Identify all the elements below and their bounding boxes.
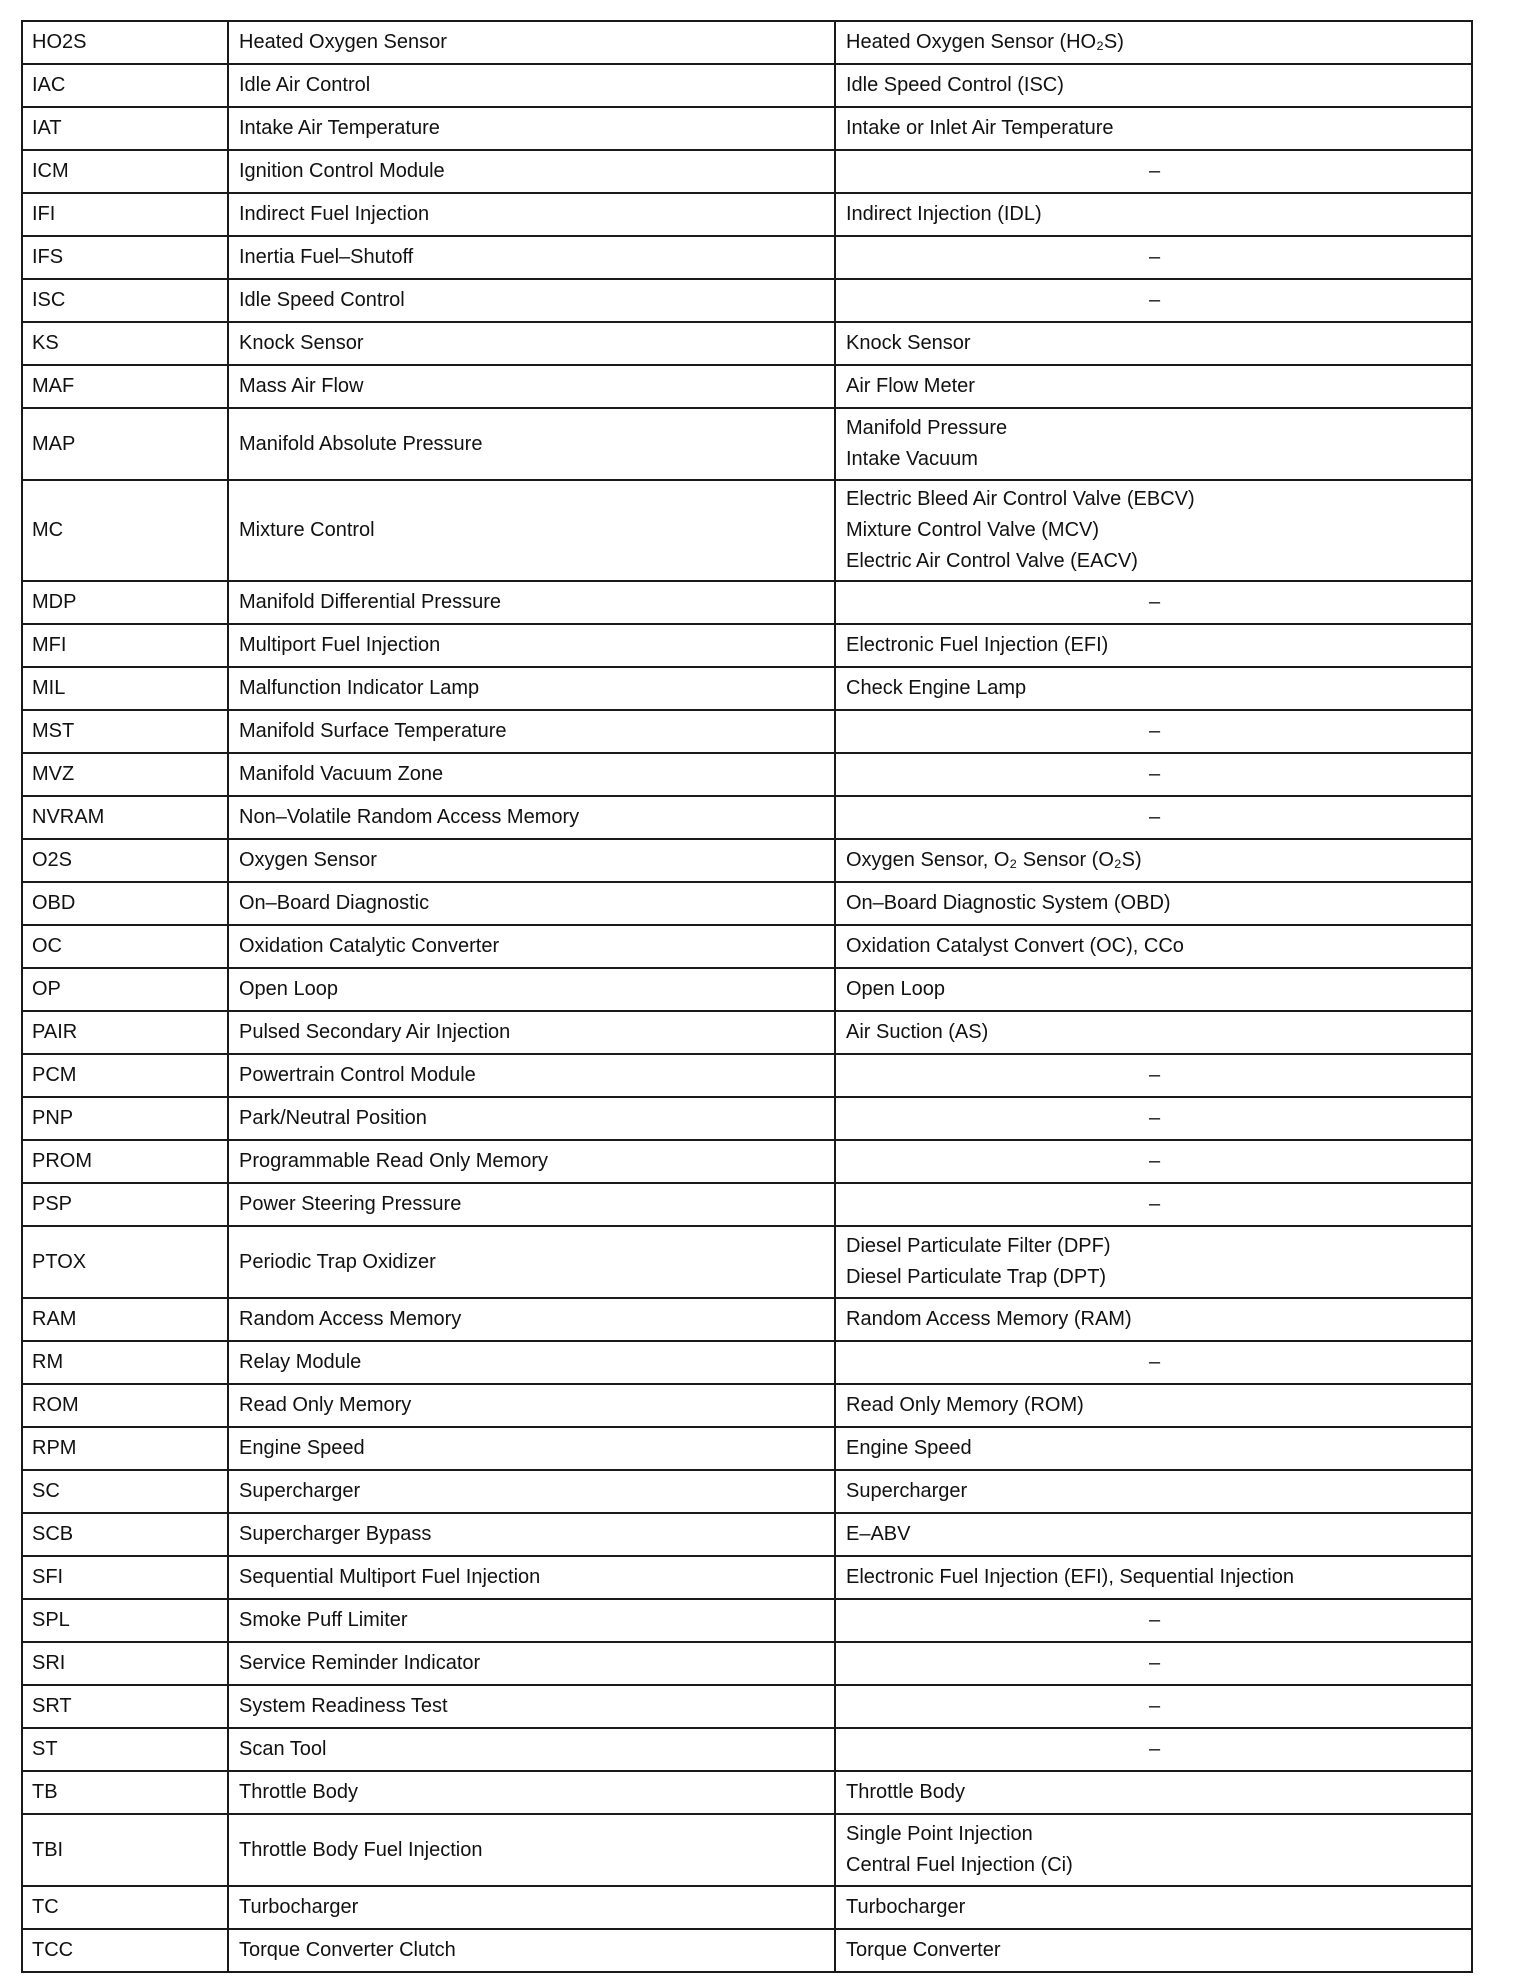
table-row — [22, 710, 1472, 753]
equivalent-cell — [835, 581, 1472, 624]
equivalent-line: Torque Converter — [846, 1939, 1001, 1961]
term-cell: Indirect Fuel Injection — [228, 193, 835, 236]
term-cell: Oxidation Catalytic Converter — [228, 925, 835, 968]
equivalent-line: – — [1148, 1064, 1161, 1086]
table-row — [22, 1097, 1472, 1140]
acronym-cell: MVZ — [22, 753, 228, 796]
acronym-cell: ROM — [22, 1384, 228, 1427]
equivalent-cell — [835, 1599, 1472, 1642]
term-cell: Inertia Fuel–Shutoff — [228, 236, 835, 279]
equivalent-line: Engine Speed — [846, 1437, 972, 1459]
table-row — [22, 21, 1472, 64]
term-cell: Mass Air Flow — [228, 365, 835, 408]
acronym-cell: RM — [22, 1341, 228, 1384]
term-cell: Manifold Absolute Pressure — [228, 408, 835, 480]
equivalent-cell — [835, 796, 1472, 839]
equivalent-line: Knock Sensor — [846, 332, 971, 354]
equivalent-line: Mixture Control Valve (MCV) — [846, 519, 1100, 541]
acronym-cell: OBD — [22, 882, 228, 925]
table-row — [22, 925, 1472, 968]
term-cell: Open Loop — [228, 968, 835, 1011]
acronym-cell: ISC — [22, 279, 228, 322]
equivalent-line: Diesel Particulate Filter (DPF) — [846, 1235, 1111, 1257]
term-cell: Programmable Read Only Memory — [228, 1140, 835, 1183]
equivalent-line: – — [1148, 1609, 1161, 1631]
term-cell: Malfunction Indicator Lamp — [228, 667, 835, 710]
term-cell: Relay Module — [228, 1341, 835, 1384]
term-cell: Idle Air Control — [228, 64, 835, 107]
equivalent-line: Read Only Memory (ROM) — [846, 1394, 1084, 1416]
equivalent-line: – — [1148, 246, 1161, 268]
equivalent-line: Electric Air Control Valve (EACV) — [846, 550, 1138, 572]
table-row — [22, 882, 1472, 925]
equivalent-line: – — [1148, 1652, 1161, 1674]
term-cell: Random Access Memory — [228, 1298, 835, 1341]
equivalent-cell — [835, 1886, 1472, 1929]
equivalent-line: – — [1148, 1738, 1161, 1760]
acronym-cell: MFI — [22, 624, 228, 667]
acronym-cell: SPL — [22, 1599, 228, 1642]
equivalent-line: Manifold Pressure — [846, 417, 1008, 439]
acronym-cell: ICM — [22, 150, 228, 193]
term-cell: Oxygen Sensor — [228, 839, 835, 882]
equivalent-line: Supercharger — [846, 1480, 968, 1502]
term-cell: System Readiness Test — [228, 1685, 835, 1728]
term-cell: Multiport Fuel Injection — [228, 624, 835, 667]
table-row — [22, 1513, 1472, 1556]
acronym-cell: IFS — [22, 236, 228, 279]
term-cell: Power Steering Pressure — [228, 1183, 835, 1226]
equivalent-cell — [835, 1341, 1472, 1384]
equivalent-cell — [835, 1384, 1472, 1427]
table-row — [22, 796, 1472, 839]
acronym-cell: SFI — [22, 1556, 228, 1599]
equivalent-cell — [835, 193, 1472, 236]
abbreviation-table-body — [22, 21, 1472, 1972]
acronym-cell: RAM — [22, 1298, 228, 1341]
equivalent-line: Idle Speed Control (ISC) — [846, 74, 1064, 96]
acronym-cell: HO2S — [22, 21, 228, 64]
acronym-cell: OP — [22, 968, 228, 1011]
acronym-cell: IFI — [22, 193, 228, 236]
equivalent-line: Diesel Particulate Trap (DPT) — [846, 1266, 1107, 1288]
acronym-cell: PNP — [22, 1097, 228, 1140]
term-cell: Manifold Surface Temperature — [228, 710, 835, 753]
table-row — [22, 279, 1472, 322]
table-row — [22, 1685, 1472, 1728]
acronym-cell: MC — [22, 480, 228, 581]
equivalent-line: – — [1148, 289, 1161, 311]
equivalent-line: Check Engine Lamp — [846, 677, 1027, 699]
term-cell: Non–Volatile Random Access Memory — [228, 796, 835, 839]
table-row — [22, 1011, 1472, 1054]
equivalent-cell — [835, 107, 1472, 150]
equivalent-line: – — [1148, 720, 1161, 742]
equivalent-cell — [835, 1728, 1472, 1771]
table-row — [22, 1298, 1472, 1341]
acronym-cell: SCB — [22, 1513, 228, 1556]
equivalent-line: Open Loop — [846, 978, 945, 1000]
equivalent-cell — [835, 667, 1472, 710]
acronym-cell: KS — [22, 322, 228, 365]
table-row — [22, 1140, 1472, 1183]
equivalent-cell — [835, 1054, 1472, 1097]
equivalent-line: Intake Vacuum — [846, 448, 978, 470]
term-cell: Mixture Control — [228, 480, 835, 581]
term-cell: Smoke Puff Limiter — [228, 1599, 835, 1642]
table-row — [22, 1771, 1472, 1814]
table-row — [22, 968, 1472, 1011]
equivalent-cell — [835, 480, 1472, 581]
equivalent-cell — [835, 1771, 1472, 1814]
table-row — [22, 667, 1472, 710]
table-row — [22, 64, 1472, 107]
term-cell: Throttle Body Fuel Injection — [228, 1814, 835, 1886]
table-row — [22, 236, 1472, 279]
table-row — [22, 1226, 1472, 1298]
table-row — [22, 1183, 1472, 1226]
term-cell: Engine Speed — [228, 1427, 835, 1470]
equivalent-cell — [835, 322, 1472, 365]
equivalent-cell — [835, 1427, 1472, 1470]
equivalent-cell — [835, 150, 1472, 193]
equivalent-cell — [835, 968, 1472, 1011]
equivalent-cell — [835, 1814, 1472, 1886]
equivalent-line: Indirect Injection (IDL) — [846, 203, 1042, 225]
equivalent-cell — [835, 1183, 1472, 1226]
acronym-cell: IAT — [22, 107, 228, 150]
equivalent-cell — [835, 408, 1472, 480]
equivalent-cell — [835, 753, 1472, 796]
equivalent-line: Air Flow Meter — [846, 375, 975, 397]
acronym-cell: MIL — [22, 667, 228, 710]
acronym-cell: PTOX — [22, 1226, 228, 1298]
equivalent-cell — [835, 279, 1472, 322]
equivalent-line: – — [1148, 1351, 1161, 1373]
acronym-cell: SRI — [22, 1642, 228, 1685]
equivalent-line: Random Access Memory (RAM) — [846, 1308, 1132, 1330]
term-cell: Periodic Trap Oxidizer — [228, 1226, 835, 1298]
equivalent-line: Air Suction (AS) — [846, 1021, 989, 1043]
table-row — [22, 107, 1472, 150]
table-row — [22, 1556, 1472, 1599]
equivalent-line: – — [1148, 1107, 1161, 1129]
equivalent-line: Oxidation Catalyst Convert (OC), CCo — [846, 935, 1184, 957]
term-cell: Intake Air Temperature — [228, 107, 835, 150]
abbreviation-table — [21, 20, 1473, 1973]
equivalent-cell — [835, 1011, 1472, 1054]
equivalent-cell — [835, 1929, 1472, 1972]
term-cell: Torque Converter Clutch — [228, 1929, 835, 1972]
acronym-cell: MST — [22, 710, 228, 753]
equivalent-cell — [835, 882, 1472, 925]
equivalent-cell — [835, 1642, 1472, 1685]
table-row — [22, 1886, 1472, 1929]
term-cell: Sequential Multiport Fuel Injection — [228, 1556, 835, 1599]
equivalent-line: – — [1148, 763, 1161, 785]
term-cell: On–Board Diagnostic — [228, 882, 835, 925]
table-row — [22, 1384, 1472, 1427]
table-row — [22, 480, 1472, 581]
equivalent-line: On–Board Diagnostic System (OBD) — [846, 892, 1171, 914]
table-row — [22, 753, 1472, 796]
equivalent-cell — [835, 925, 1472, 968]
equivalent-cell — [835, 365, 1472, 408]
table-row — [22, 1814, 1472, 1886]
equivalent-line: – — [1148, 591, 1161, 613]
acronym-cell: TC — [22, 1886, 228, 1929]
equivalent-line: – — [1148, 1695, 1161, 1717]
term-cell: Turbocharger — [228, 1886, 835, 1929]
equivalent-line: Throttle Body — [846, 1781, 965, 1803]
equivalent-line: Single Point Injection — [846, 1823, 1033, 1845]
term-cell: Supercharger — [228, 1470, 835, 1513]
acronym-cell: ST — [22, 1728, 228, 1771]
term-cell: Supercharger Bypass — [228, 1513, 835, 1556]
table-row — [22, 581, 1472, 624]
table-row — [22, 1054, 1472, 1097]
table-row — [22, 322, 1472, 365]
equivalent-cell — [835, 236, 1472, 279]
equivalent-cell — [835, 624, 1472, 667]
acronym-cell: TBI — [22, 1814, 228, 1886]
equivalent-cell — [835, 1298, 1472, 1341]
equivalent-line: Electric Bleed Air Control Valve (EBCV) — [846, 488, 1195, 510]
table-row — [22, 1728, 1472, 1771]
table-row — [22, 1599, 1472, 1642]
acronym-cell: OC — [22, 925, 228, 968]
term-cell: Manifold Differential Pressure — [228, 581, 835, 624]
acronym-cell: SRT — [22, 1685, 228, 1728]
acronym-cell: PAIR — [22, 1011, 228, 1054]
table-row — [22, 1470, 1472, 1513]
equivalent-cell — [835, 1470, 1472, 1513]
term-cell: Ignition Control Module — [228, 150, 835, 193]
acronym-cell: RPM — [22, 1427, 228, 1470]
equivalent-line: Turbocharger — [846, 1896, 966, 1918]
table-row — [22, 365, 1472, 408]
equivalent-line: Heated Oxygen Sensor (HO₂S) — [846, 31, 1124, 53]
table-row — [22, 150, 1472, 193]
table-row — [22, 193, 1472, 236]
equivalent-line: Oxygen Sensor, O₂ Sensor (O₂S) — [846, 849, 1142, 871]
equivalent-line: Intake or Inlet Air Temperature — [846, 117, 1114, 139]
table-row — [22, 1341, 1472, 1384]
table-row — [22, 1929, 1472, 1972]
term-cell: Powertrain Control Module — [228, 1054, 835, 1097]
acronym-cell: PROM — [22, 1140, 228, 1183]
acronym-cell: MAP — [22, 408, 228, 480]
equivalent-line: Central Fuel Injection (Ci) — [846, 1854, 1073, 1876]
acronym-cell: PCM — [22, 1054, 228, 1097]
term-cell: Idle Speed Control — [228, 279, 835, 322]
term-cell: Heated Oxygen Sensor — [228, 21, 835, 64]
term-cell: Read Only Memory — [228, 1384, 835, 1427]
acronym-cell: TCC — [22, 1929, 228, 1972]
acronym-cell: TB — [22, 1771, 228, 1814]
equivalent-cell — [835, 839, 1472, 882]
acronym-cell: MAF — [22, 365, 228, 408]
equivalent-cell — [835, 1556, 1472, 1599]
term-cell: Pulsed Secondary Air Injection — [228, 1011, 835, 1054]
term-cell: Manifold Vacuum Zone — [228, 753, 835, 796]
acronym-cell: PSP — [22, 1183, 228, 1226]
acronym-cell: NVRAM — [22, 796, 228, 839]
equivalent-cell — [835, 1097, 1472, 1140]
equivalent-line: – — [1148, 1150, 1161, 1172]
equivalent-cell — [835, 1685, 1472, 1728]
equivalent-line: Electronic Fuel Injection (EFI) — [846, 634, 1109, 656]
table-row — [22, 1427, 1472, 1470]
term-cell: Knock Sensor — [228, 322, 835, 365]
table-row — [22, 839, 1472, 882]
table-row — [22, 624, 1472, 667]
table-row — [22, 1642, 1472, 1685]
term-cell: Service Reminder Indicator — [228, 1642, 835, 1685]
table-row — [22, 408, 1472, 480]
equivalent-line: E–ABV — [846, 1523, 911, 1545]
equivalent-cell — [835, 1140, 1472, 1183]
equivalent-line: – — [1148, 1193, 1161, 1215]
term-cell: Park/Neutral Position — [228, 1097, 835, 1140]
term-cell: Scan Tool — [228, 1728, 835, 1771]
acronym-cell: MDP — [22, 581, 228, 624]
acronym-cell: IAC — [22, 64, 228, 107]
acronym-cell: SC — [22, 1470, 228, 1513]
equivalent-cell — [835, 64, 1472, 107]
equivalent-cell — [835, 710, 1472, 753]
equivalent-cell — [835, 1226, 1472, 1298]
equivalent-cell — [835, 21, 1472, 64]
term-cell: Throttle Body — [228, 1771, 835, 1814]
acronym-cell: O2S — [22, 839, 228, 882]
equivalent-cell — [835, 1513, 1472, 1556]
equivalent-line: – — [1148, 160, 1161, 182]
equivalent-line: – — [1148, 806, 1161, 828]
equivalent-line: Electronic Fuel Injection (EFI), Sequential Injection — [846, 1566, 1294, 1588]
